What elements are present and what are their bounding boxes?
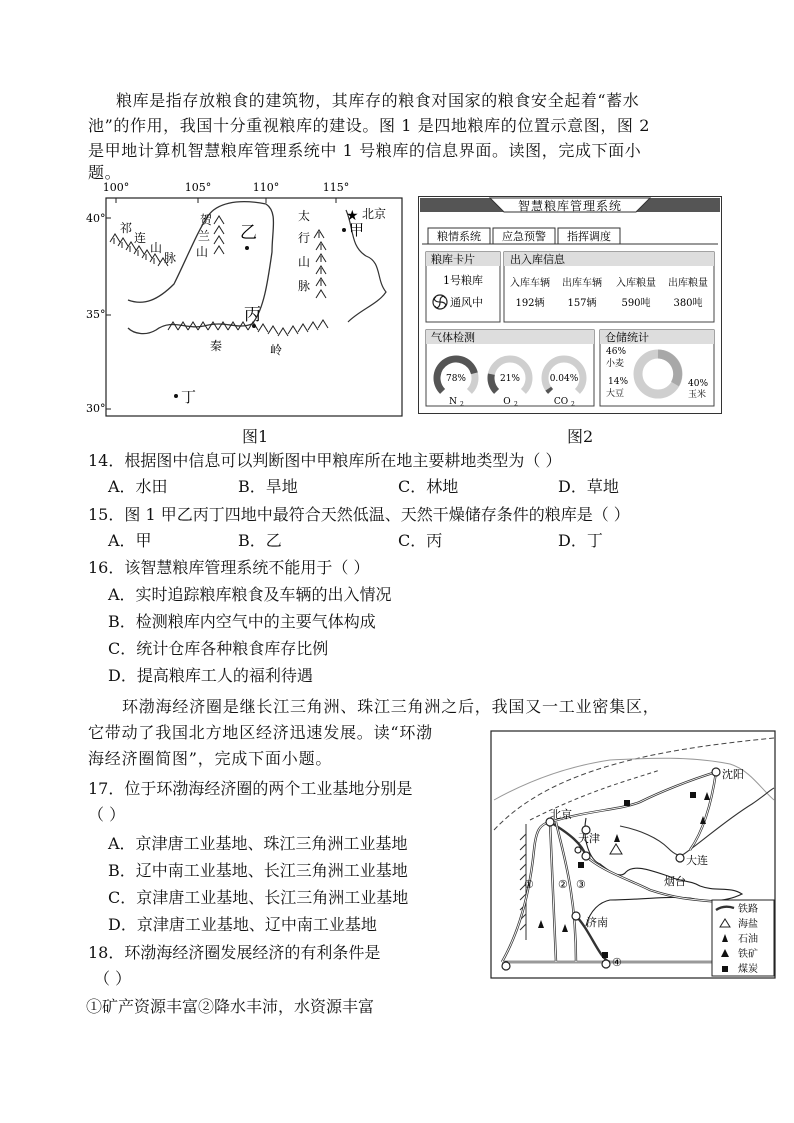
- question-16-stem: 16．该智慧粮库管理系统不能用于（ ）: [88, 558, 370, 577]
- grain-card-status: 通风中: [450, 296, 483, 309]
- system-title: 智慧粮库管理系统: [517, 199, 623, 213]
- qinling-char-1: 秦: [210, 339, 223, 353]
- q14-option-a[interactable]: A．水田: [108, 477, 168, 496]
- legend-oil: 石油: [738, 934, 758, 945]
- grain-card-name: 1号粮库: [443, 274, 483, 287]
- gauge-value-3: 0.04%: [549, 374, 579, 384]
- yi-dot: [245, 246, 249, 250]
- io-value-3: 590吨: [621, 298, 651, 309]
- taihang-char-1: 太: [298, 209, 311, 223]
- q14-option-d[interactable]: D．草地: [558, 477, 619, 496]
- q17-option-d[interactable]: D．京津唐工业基地、辽中南工业基地: [108, 915, 377, 934]
- question-17-stem: 17．位于环渤海经济圈的两个工业基地分别是: [88, 779, 413, 798]
- jia-dot: [342, 228, 346, 232]
- question-14-stem: 14．根据图中信息可以判断图中甲粮库所在地主要耕地类型为（ ）: [88, 451, 562, 470]
- taihang-mountains: [314, 230, 326, 298]
- gauge-label-3: CO: [553, 397, 569, 407]
- lat-label-35: 35°: [86, 308, 106, 321]
- jia-label: 甲: [349, 221, 365, 239]
- gauge-subscript-2: 2: [514, 401, 518, 408]
- bing-label: 丙: [244, 305, 261, 325]
- helan-char-1: 贺: [200, 213, 213, 227]
- storage-title: 仓储统计: [605, 331, 649, 344]
- question-18-paren: （ ）: [94, 969, 132, 988]
- io-header-3: 入库粮量: [616, 278, 656, 289]
- rail-number-2: ②: [558, 878, 568, 891]
- question-17-paren: （ ）: [88, 805, 126, 824]
- city-jinan: 济南: [586, 916, 608, 929]
- soy-label: 大豆: [606, 389, 625, 399]
- gauge-value-2: 21%: [499, 374, 521, 384]
- gauge-label-1: N: [449, 397, 457, 407]
- q15-option-c[interactable]: C．丙: [398, 531, 443, 550]
- q15-option-b[interactable]: B．乙: [238, 531, 282, 550]
- q16-option-d[interactable]: D．提高粮库工人的福利待遇: [108, 666, 313, 685]
- legend-coal-icon: [722, 966, 728, 972]
- figure-2-system: [418, 196, 722, 414]
- gas-title: 气体检测: [431, 331, 475, 344]
- intro1-line-4: 题。: [88, 163, 122, 182]
- taihang-char-4: 脉: [298, 279, 311, 293]
- q14-option-b[interactable]: B．旱地: [238, 477, 298, 496]
- io-value-1: 192辆: [515, 298, 545, 309]
- legend-railway: 铁路: [738, 904, 758, 915]
- io-header-1: 入库车辆: [510, 278, 550, 289]
- legend-iron: 铁矿: [738, 949, 758, 960]
- qilian-char-3: 山: [150, 241, 163, 255]
- lat-label-30: 30°: [86, 402, 106, 415]
- wheat-percent: 46%: [606, 347, 627, 357]
- lon-label-105: 105°: [184, 181, 212, 194]
- q15-option-a[interactable]: A．甲: [108, 531, 152, 550]
- gauge-fill-3: [548, 389, 550, 392]
- io-header-4: 出库粮量: [668, 278, 708, 289]
- intro2-line-3: 海经济圈简图”，完成下面小题。: [88, 749, 333, 768]
- helan-mountains: [214, 216, 224, 254]
- lon-label-100: 100°: [102, 181, 130, 194]
- lat-label-40: 40°: [86, 212, 106, 225]
- yi-label: 乙: [240, 223, 257, 243]
- qinling-char-2: 岭: [270, 343, 283, 357]
- intro1-line-3: 是甲地计算机智慧粮库管理系统中 1 号粮库的信息界面。读图，完成下面小: [88, 141, 642, 160]
- lon-label-115: 115°: [322, 181, 350, 194]
- ding-label: 丁: [181, 388, 197, 406]
- io-value-2: 157辆: [567, 298, 597, 309]
- q15-option-d[interactable]: D．丁: [558, 531, 603, 550]
- qilian-char-4: 脉: [164, 251, 177, 265]
- city-dalian: 大连: [686, 854, 708, 867]
- ding-dot: [174, 394, 178, 398]
- city-shenyang: 沈阳: [722, 768, 744, 781]
- soy-percent: 14%: [608, 377, 629, 387]
- q17-option-a[interactable]: A．京津唐工业基地、珠江三角洲工业基地: [108, 834, 408, 853]
- city-tianjin: 天津: [578, 832, 600, 845]
- legend-coal: 煤炭: [738, 964, 758, 975]
- question-15-stem: 15．图 1 甲乙丙丁四地中最符合天然低温、天然干燥储存条件的粮库是（ ）: [88, 505, 630, 524]
- taihang-char-2: 行: [298, 231, 311, 245]
- beijing-label: 北京: [362, 207, 387, 221]
- taihang-char-3: 山: [298, 255, 311, 269]
- corn-label: 玉米: [688, 390, 707, 400]
- gauge-value-1: 78%: [445, 374, 467, 384]
- helan-char-3: 山: [196, 245, 209, 259]
- io-title: 出入库信息: [510, 253, 565, 266]
- question-15-options: [108, 528, 603, 554]
- figure-2-caption: 图2: [567, 427, 594, 446]
- wheat-label: 小麦: [606, 359, 625, 369]
- intro1-line-2: 池”的作用，我国十分重视粮库的建设。图 1 是四地粮库的位置示意图，图 2: [88, 116, 650, 135]
- q14-option-c[interactable]: C．林地: [398, 477, 459, 496]
- rail-number-1: ①: [524, 878, 534, 891]
- beijing-star-icon: ★: [346, 208, 359, 224]
- io-value-4: 380吨: [673, 298, 703, 309]
- city-beijing: 北京: [550, 808, 572, 821]
- q17-option-c[interactable]: C．京津唐工业基地、长江三角洲工业基地: [108, 888, 409, 907]
- legend-sea-salt: 海盐: [738, 919, 758, 930]
- intro2-line-1: 环渤海经济圈是继长江三角洲、珠江三角洲之后，我国又一工业密集区，: [122, 697, 660, 716]
- question-18-line: ①矿产资源丰富②降水丰沛，水资源丰富: [86, 997, 375, 1016]
- question-14-options: [108, 474, 619, 500]
- rail-number-4: ④: [612, 956, 622, 969]
- gauge-subscript-3: 2: [571, 401, 575, 408]
- q16-option-c[interactable]: C．统计仓库各种粮食库存比例: [108, 639, 329, 658]
- figure-1-map: [86, 180, 406, 420]
- tab-grain-situation[interactable]: 粮情系统: [437, 230, 481, 243]
- intro1-line-1: 粮库是指存放粮食的建筑物，其库存的粮食对国家的粮食安全起着“蓄水: [116, 91, 640, 110]
- question-18-stem: 18．环渤海经济圈发展经济的有利条件是: [88, 943, 381, 962]
- corn-percent: 40%: [688, 379, 709, 389]
- q16-option-a[interactable]: A．实时追踪粮库粮食及车辆的出入情况: [108, 585, 392, 604]
- gauge-label-2: O: [503, 397, 511, 407]
- helan-char-2: 兰: [198, 229, 211, 243]
- tab-emergency-warning[interactable]: 应急预警: [502, 230, 546, 243]
- city-yantai: 烟台: [664, 875, 686, 888]
- q16-option-b[interactable]: B．检测粮库内空气中的主要气体构成: [108, 612, 376, 631]
- rail-number-3: ③: [576, 878, 586, 891]
- qilian-char-2: 连: [134, 231, 147, 245]
- tab-command-dispatch[interactable]: 指挥调度: [567, 230, 611, 243]
- io-header-2: 出库车辆: [562, 278, 602, 289]
- intro2-line-2: 它带动了我国北方地区经济迅速发展。读“环渤: [88, 723, 433, 742]
- grain-card-title: 粮库卡片: [431, 253, 475, 266]
- gauge-subscript-1: 2: [460, 401, 464, 408]
- qilian-char-1: 祁: [120, 221, 133, 235]
- q17-option-b[interactable]: B．辽中南工业基地、长江三角洲工业基地: [108, 861, 408, 880]
- lon-label-110: 110°: [252, 181, 280, 194]
- figure-1-caption: 图1: [242, 427, 269, 446]
